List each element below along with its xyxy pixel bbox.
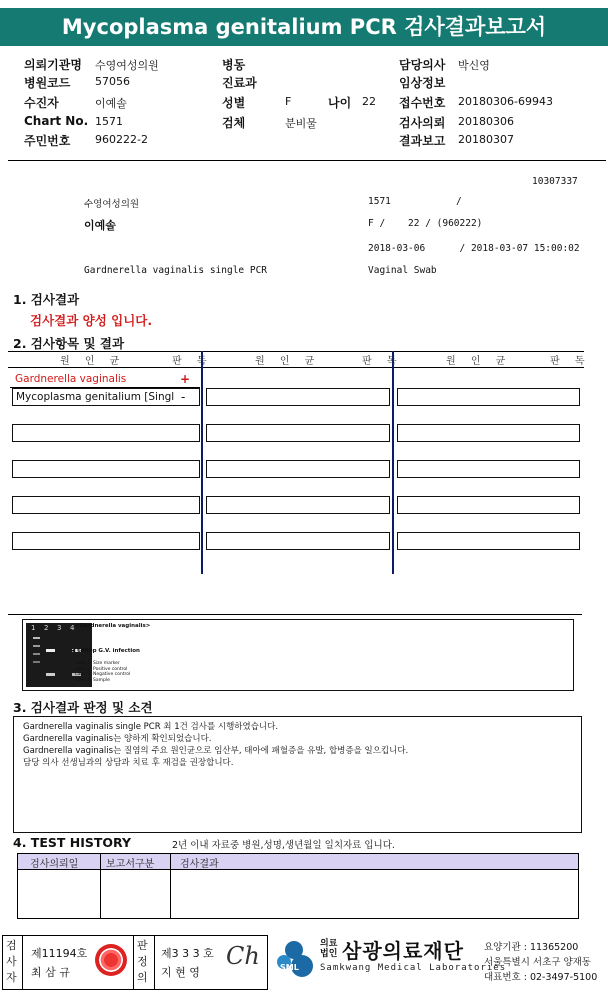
opinion-line: Gardnerella vaginalis는 질염의 주요 원인균으로 임산부, 태아에 패혈증을 유발, 합병증을 일으킵니다. <box>23 746 409 756</box>
examiner-label <box>6 938 18 986</box>
vertical-label-char: 자 <box>6 971 17 984</box>
meta-chart: 1571 <box>368 196 391 207</box>
header-value: 박신영 <box>458 59 490 72</box>
gel-legend-item: Lane 3. Negative control <box>75 672 131 677</box>
header-value: 20180307 <box>458 133 514 146</box>
result-field <box>206 532 390 550</box>
result-field <box>397 388 580 406</box>
header-label: 결과보고 <box>399 134 446 148</box>
header-label: Chart No. <box>24 114 89 128</box>
history-col-line <box>100 853 101 919</box>
column-divider <box>201 351 203 574</box>
gel-legend-item: Lane 4. Sample <box>75 677 110 683</box>
organization-english: Samkwang Medical Laboratories <box>320 963 507 973</box>
result-field <box>12 496 200 514</box>
history-col-type: 보고서구분 <box>106 859 155 870</box>
meta-specimen: Vaginal Swab <box>368 265 437 276</box>
judge-label <box>137 938 149 986</box>
header-value: 이예솔 <box>95 97 127 110</box>
header-label: 병동 <box>222 58 246 72</box>
gel-title: <Gardnerella vaginalis> <box>75 623 151 629</box>
header-value: 57056 <box>95 75 130 88</box>
org-phone: 대표번호 : 02-3497-5100 <box>484 972 598 983</box>
meta-test-name: Gardnerella vaginalis single PCR <box>84 265 268 276</box>
result-item-value: + <box>180 372 191 386</box>
result-field <box>12 532 200 550</box>
result-field <box>206 424 390 442</box>
meta-dates: 2018-03-06 / 2018-03-07 15:00:02 <box>368 243 580 254</box>
header-value: 분비물 <box>285 117 317 130</box>
organization-name: 삼광의료재단 <box>342 939 464 963</box>
result-field <box>206 388 390 406</box>
signature-divider <box>133 935 134 990</box>
opinion-line: Gardnerella vaginalis는 양하게 확인되었습니다. <box>23 734 212 744</box>
results-table-head-line <box>8 367 584 368</box>
report-title: Mycoplasma genitalium PCR 검사결과보고서 <box>0 8 608 46</box>
header-label: 접수번호 <box>399 96 446 110</box>
header-value: F <box>285 95 292 108</box>
header-value: 20180306-69943 <box>458 95 553 108</box>
examiner-seal-stamp <box>95 944 127 976</box>
result-field <box>12 424 200 442</box>
organization-contact <box>484 940 597 985</box>
header-label: 임상정보 <box>399 76 446 90</box>
gel-lane-label: 2 <box>44 624 49 632</box>
logo-text: SML <box>280 963 299 972</box>
gel-band <box>33 653 40 655</box>
sml-logo-icon <box>272 938 316 982</box>
gel-legend-item: Lane 1. Size marker <box>75 661 120 666</box>
signature-divider <box>22 935 23 990</box>
examiner-license: 제11194호 <box>31 947 88 960</box>
result-field <box>206 496 390 514</box>
signature-divider <box>154 935 155 990</box>
vertical-label-char: 의 <box>137 971 148 984</box>
result-field <box>397 496 580 514</box>
meta-sex-age: F / 22 / (960222) <box>368 218 483 229</box>
history-note: 2년 이내 자료중 병원,성명,생년월일 일치자료 입니다. <box>172 840 395 851</box>
opinion-line: Gardnerella vaginalis single PCR 최 1건 검사를 시행하였습니다. <box>23 722 279 732</box>
judge-name: 지 현 영 <box>161 966 200 979</box>
section-divider <box>8 614 582 615</box>
gel-band <box>46 673 55 676</box>
age-label: 나이 <box>328 96 352 110</box>
meta-name: 이예솔 <box>84 219 116 232</box>
history-table <box>17 853 579 919</box>
gel-image-panel <box>22 619 574 691</box>
legal-bottom: 법인 <box>320 949 338 959</box>
col-header-judge: 판 독 <box>362 356 403 367</box>
header-label: 담당의사 <box>399 58 446 72</box>
meta-clinic: 수영여성의원 <box>84 199 140 210</box>
col-header-judge: 판 독 <box>550 356 591 367</box>
meta-slash: / <box>456 196 462 207</box>
header-label: 병원코드 <box>24 76 71 90</box>
section3-title: 3. 검사결과 판정 및 소견 <box>13 700 153 715</box>
section4-title: 4. TEST HISTORY <box>13 835 132 850</box>
legal-top: 의료 <box>320 939 338 949</box>
gel-band <box>33 645 40 647</box>
header-label: 검체 <box>222 116 246 130</box>
header-value: 960222-2 <box>95 133 148 146</box>
gel-legend <box>75 661 130 683</box>
result-item-name: Gardnerella vaginalis <box>15 373 127 385</box>
result-field <box>397 532 580 550</box>
opinion-line: 담당 의사 선생님과의 상담과 치료 후 재검을 권장합니다. <box>23 758 234 768</box>
history-col-line <box>170 853 171 919</box>
judge-license: 제3 3 3 호 <box>161 947 214 960</box>
section1-title: 1. 검사결과 <box>13 292 80 307</box>
gel-band <box>33 637 40 639</box>
gel-marker: ◀ 600bp G.V. infection <box>71 648 140 654</box>
col-header-pathogen: 원 인 균 <box>446 356 512 367</box>
history-col-date: 검사의뢰일 <box>30 859 79 870</box>
header-divider <box>8 160 606 161</box>
opinion-box <box>13 716 582 833</box>
header-label: 의뢰기관명 <box>24 58 82 72</box>
header-label: 성별 <box>222 96 246 110</box>
gel-lane-label: 1 <box>31 624 36 632</box>
col-header-pathogen: 원 인 균 <box>60 356 126 367</box>
gel-lane-label: 4 <box>70 624 75 632</box>
age-value: 22 <box>362 95 376 108</box>
header-value: 1571 <box>95 115 123 128</box>
header-label: 검사의뢰 <box>399 116 446 130</box>
gel-legend-item: Lane 2. Positive control <box>75 666 128 672</box>
result-item-value: - <box>181 390 186 404</box>
legal-entity-mark <box>320 939 337 959</box>
gel-marker-label: 600bp G.V. infection <box>77 648 140 654</box>
vertical-label-char: 검 <box>6 939 17 952</box>
section2-title: 2. 검사항목 및 결과 <box>13 336 125 351</box>
result-field <box>397 460 580 478</box>
result-field <box>206 460 390 478</box>
column-divider <box>392 351 394 574</box>
history-col-result: 검사결과 <box>180 859 219 870</box>
header-value: 20180306 <box>458 115 514 128</box>
gel-band <box>33 661 40 663</box>
vertical-label-char: 정 <box>137 955 148 968</box>
col-header-pathogen: 원 인 균 <box>255 356 321 367</box>
header-value: 수영여성의원 <box>95 59 159 72</box>
header-label: 수진자 <box>24 96 59 110</box>
gel-lane-label: 3 <box>57 624 62 632</box>
header-label: 주민번호 <box>24 134 71 148</box>
judge-signature: Ch <box>226 942 260 970</box>
col-header-judge: 판 독 <box>172 356 213 367</box>
result-field <box>12 460 200 478</box>
vertical-label-char: 판 <box>137 939 148 952</box>
opinion-text <box>14 717 581 773</box>
result-field <box>397 424 580 442</box>
org-address: 서울특별시 서초구 양재동 <box>484 957 591 968</box>
org-code: 요양기관 : 11365200 <box>484 942 579 953</box>
header-label: 진료과 <box>222 76 257 90</box>
result-summary: 검사결과 양성 입니다. <box>30 313 153 328</box>
gel-band <box>46 649 55 652</box>
vertical-label-char: 사 <box>6 955 17 968</box>
result-item-name: Mycoplasma genitalium [Singl <box>16 391 175 403</box>
examiner-name: 최 삼 규 <box>31 966 70 979</box>
report-code: 10307337 <box>532 176 578 187</box>
